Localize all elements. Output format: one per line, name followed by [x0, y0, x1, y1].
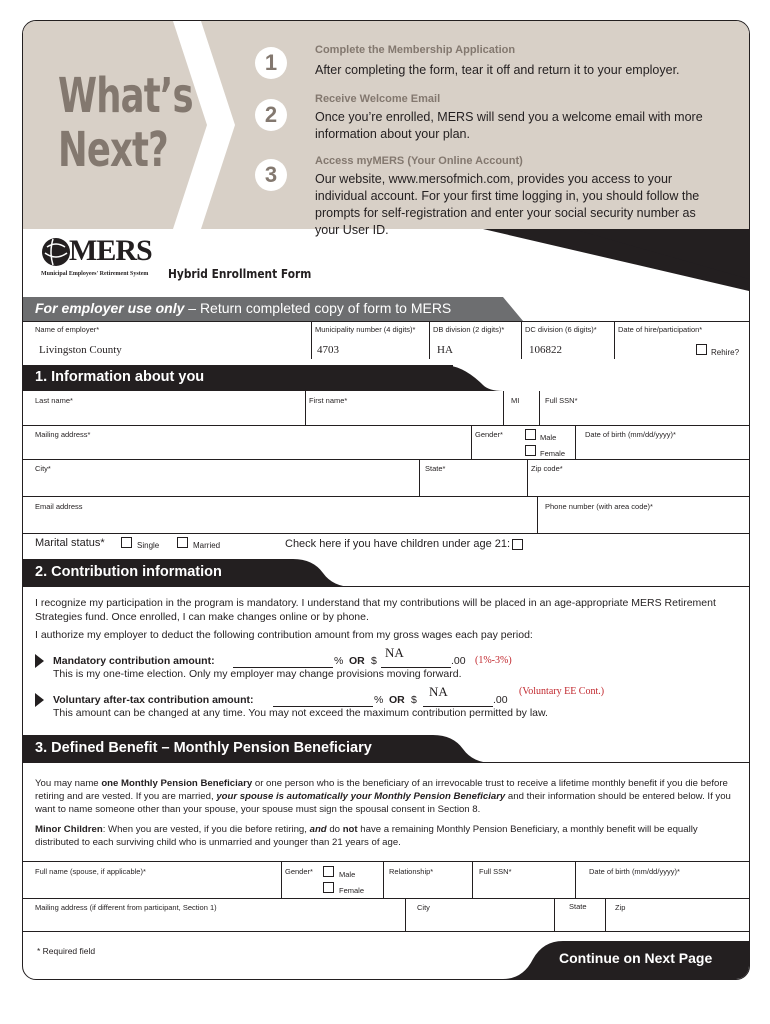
section3-para1: You may name one Monthly Pension Beneficiary or one person who is the beneficiary of an irrevocable trust to receive a lifetime monthly benefit if you die before retiring and are vested. If you are married, your spouse is automatically your Monthly Pension Beneficiary and their information should be entered below. If you want to name someone other than your spouse, your spouse must sign the spousal consent in Section 8.: [35, 778, 731, 815]
beneficiary-city-label: City: [417, 903, 430, 912]
step-2-number: 2: [255, 99, 287, 131]
zip-input[interactable]: [528, 460, 749, 496]
step-3-number: 3: [255, 159, 287, 191]
voluntary-percent-sign: %: [374, 694, 384, 706]
children-label: Check here if you have children under age 21:: [285, 538, 511, 550]
form-title: Hybrid Enrollment Form: [168, 266, 312, 281]
step-1-text: After completing the form, tear it off and return it to your employer.: [315, 63, 680, 77]
gender-male-checkbox[interactable]: [525, 429, 536, 440]
section3-para2: Minor Children: When you are vested, if you die before retiring, and do not have a remaining Monthly Pension Beneficiary, a monthly benefit will be equally distributed to each surviving child who is unmarried and younger than 21 years of age.: [35, 824, 698, 848]
db-division-field[interactable]: HA: [437, 344, 453, 356]
beneficiary-zip-label: Zip: [615, 903, 626, 912]
mandatory-dollar-value: NA: [385, 645, 404, 660]
continue-next-page-label: Continue on Next Page: [559, 950, 713, 966]
ssn-input[interactable]: [540, 391, 749, 425]
voluntary-label: Voluntary after-tax contribution amount:: [53, 694, 254, 706]
beneficiary-gender-label: Gender*: [285, 867, 313, 876]
gender-male-label: Male: [540, 433, 557, 442]
dc-division-label: DC division (6 digits)*: [525, 325, 597, 334]
beneficiary-state-label: State: [569, 902, 587, 911]
beneficiary-state-input[interactable]: [555, 899, 605, 931]
beneficiary-name-label: Full name (spouse, if applicable)*: [35, 867, 146, 876]
step-2-text: Once you’re enrolled, MERS will send you a welcome email with more information about your plan.: [315, 110, 703, 141]
zip-label: Zip code*: [531, 464, 563, 473]
rehire-label: Rehire?: [711, 348, 740, 357]
mailing-address-input[interactable]: [23, 426, 471, 460]
first-name-input[interactable]: [306, 391, 502, 425]
employer-name-label: Name of employer*: [35, 325, 100, 334]
ssn-label: Full SSN*: [545, 396, 578, 405]
children-checkbox[interactable]: [512, 539, 523, 550]
voluntary-dollar-sign: $: [411, 694, 417, 706]
state-input[interactable]: [420, 460, 527, 496]
hire-date-label: Date of hire/participation*: [618, 325, 703, 334]
section1-title: 1. Information about you: [35, 369, 205, 385]
single-checkbox[interactable]: [121, 537, 132, 548]
globe-icon: [39, 235, 73, 269]
beneficiary-male-label: Male: [339, 870, 356, 879]
logo-text: MERS: [69, 234, 152, 267]
step-3-title: Access myMERS (Your Online Account): [315, 155, 523, 167]
section2-para2: I authorize my employer to deduct the following contribution amount from my gross wages each pay period:: [35, 629, 533, 641]
mandatory-or: OR: [349, 655, 365, 667]
voluntary-arrow-icon: [35, 693, 44, 707]
last-name-input[interactable]: [23, 391, 305, 425]
relationship-input[interactable]: [384, 862, 472, 898]
mi-label: MI: [511, 396, 520, 405]
last-name-label: Last name*: [35, 396, 73, 405]
beneficiary-city-input[interactable]: [406, 899, 554, 931]
voluntary-cents: .00: [493, 694, 508, 706]
beneficiary-female-checkbox[interactable]: [323, 882, 334, 893]
employer-banner-rest: – Return completed copy of form to MERS: [184, 300, 452, 316]
gender-label: Gender*: [475, 430, 503, 439]
state-label: State*: [425, 464, 446, 473]
gender-female-checkbox[interactable]: [525, 445, 536, 456]
title-line-2: Next?: [58, 122, 168, 178]
beneficiary-zip-input[interactable]: [606, 899, 749, 931]
beneficiary-ssn-label: Full SSN*: [479, 867, 512, 876]
employer-name-field[interactable]: Livingston County: [39, 344, 122, 356]
enrollment-form-page: [22, 20, 750, 980]
phone-input[interactable]: [538, 497, 749, 533]
dob-input[interactable]: [576, 426, 749, 460]
section3-title: 3. Defined Benefit – Monthly Pension Beneficiary: [35, 740, 372, 756]
beneficiary-female-label: Female: [339, 886, 365, 895]
city-input[interactable]: [23, 460, 419, 496]
email-label: Email address: [35, 502, 83, 511]
employer-banner-bold: For employer use only: [35, 300, 185, 316]
employer-banner-text: [35, 300, 451, 316]
chevron-arrow-icon: [173, 21, 243, 229]
mandatory-label: Mandatory contribution amount:: [53, 655, 215, 667]
rehire-checkbox[interactable]: [696, 344, 707, 355]
beneficiary-dob-label: Date of birth (mm/dd/yyyy)*: [589, 867, 680, 876]
required-field-note: * Required field: [37, 946, 96, 956]
step-1-number: 1: [255, 47, 287, 79]
dob-label: Date of birth (mm/dd/yyyy)*: [585, 430, 676, 439]
gender-female-label: Female: [540, 449, 566, 458]
mandatory-percent-sign: %: [334, 655, 344, 667]
relationship-label: Relationship*: [389, 867, 434, 876]
municipality-number-field[interactable]: 4703: [317, 344, 339, 356]
section2-title: 2. Contribution information: [35, 564, 222, 580]
step-2-title: Receive Welcome Email: [315, 93, 441, 105]
dc-division-field[interactable]: 106822: [529, 344, 562, 356]
db-division-label: DB division (2 digits)*: [433, 325, 505, 334]
step-1-title: Complete the Membership Application: [315, 44, 516, 56]
mandatory-dollar-sign: $: [371, 655, 377, 667]
whats-next-header: [23, 21, 749, 237]
mers-logo: [39, 235, 169, 285]
section2-para1: I recognize my participation in the program is mandatory. I understand that my contributions will be placed in an age-appropriate MERS Retirement Strategies fund. Once enrolled, I can make changes online or by phone.: [35, 597, 716, 623]
mandatory-note: This is my one-time election. Only my employer may change provisions moving forward.: [53, 668, 462, 680]
mandatory-cents: .00: [451, 655, 466, 667]
mi-input[interactable]: [504, 391, 538, 425]
voluntary-or: OR: [389, 694, 405, 706]
municipality-number-label: Municipality number (4 digits)*: [315, 325, 416, 334]
voluntary-dollar-value: NA: [429, 684, 448, 699]
email-input[interactable]: [23, 497, 537, 533]
beneficiary-name-input[interactable]: [23, 862, 281, 898]
beneficiary-ssn-input[interactable]: [473, 862, 575, 898]
mandatory-annotation: (1%-3%): [475, 655, 512, 666]
city-label: City*: [35, 464, 51, 473]
mailing-address-label: Mailing address*: [35, 430, 91, 439]
marital-status-label: Marital status*: [35, 537, 105, 549]
voluntary-note: This amount can be changed at any time. You may not exceed the maximum contribution permitted by law.: [53, 707, 548, 719]
beneficiary-mailing-label: Mailing address (if different from participant, Section 1): [35, 903, 217, 912]
title-line-1: What’s: [58, 68, 193, 124]
single-label: Single: [137, 541, 160, 550]
logo-subtitle: Municipal Employees' Retirement System: [41, 271, 149, 277]
mandatory-arrow-icon: [35, 654, 44, 668]
beneficiary-mailing-input[interactable]: [23, 899, 405, 931]
voluntary-annotation: (Voluntary EE Cont.): [519, 686, 605, 697]
beneficiary-male-checkbox[interactable]: [323, 866, 334, 877]
married-checkbox[interactable]: [177, 537, 188, 548]
step-3-text: Our website, www.mersofmich.com, provides you access to your individual account. For your first time logging in, you should follow the prompts for self-registration and enter your social security number as your User ID.: [315, 172, 700, 237]
married-label: Married: [193, 541, 221, 550]
phone-label: Phone number (with area code)*: [545, 502, 653, 511]
black-banner-shape: [483, 229, 749, 291]
beneficiary-dob-input[interactable]: [576, 862, 749, 898]
first-name-label: First name*: [309, 396, 348, 405]
